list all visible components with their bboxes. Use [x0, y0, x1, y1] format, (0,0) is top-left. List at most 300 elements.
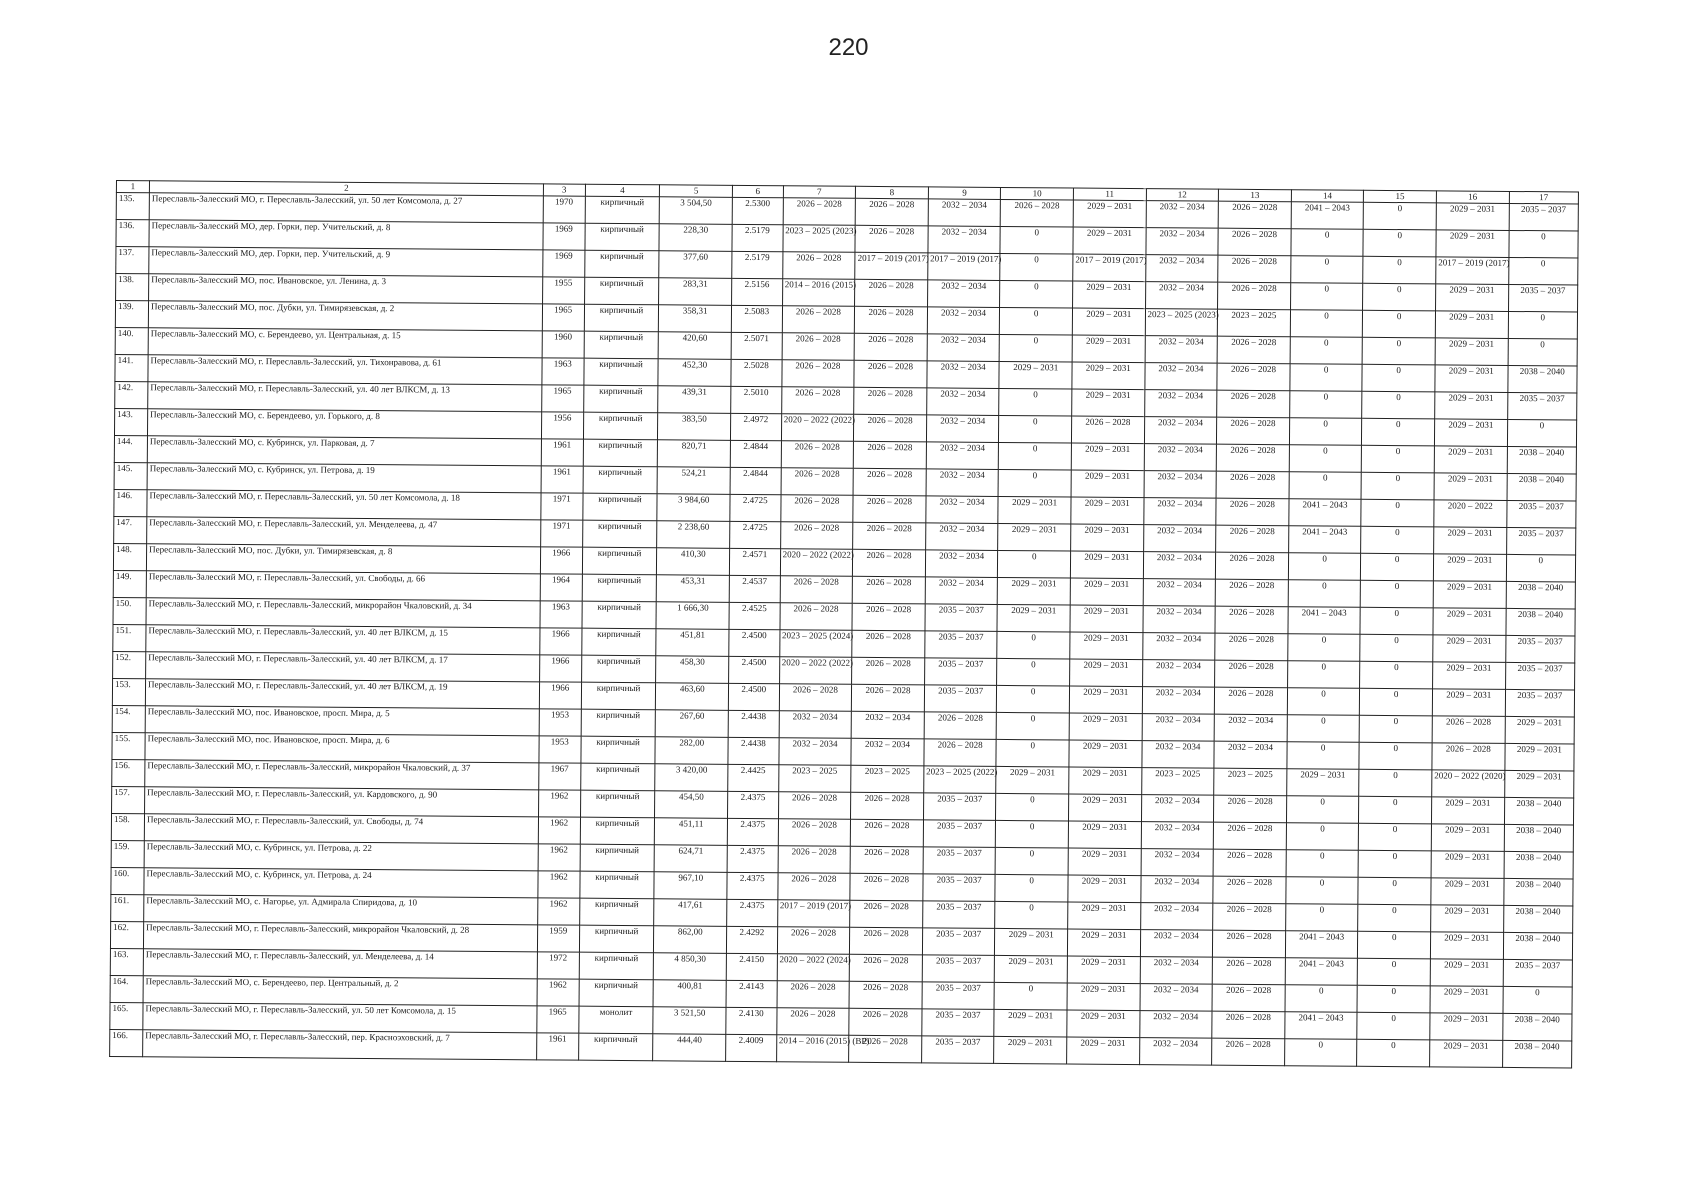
table-cell: 2029 – 2031: [1435, 284, 1508, 312]
table-cell: 2035 – 2037: [1506, 500, 1576, 528]
table-cell: 1953: [539, 709, 581, 736]
table-cell: 1966: [540, 628, 582, 655]
table-cell: 2026 – 2028: [850, 873, 923, 901]
table-cell: 2026 – 2028: [852, 684, 925, 712]
table-cell: 1960: [542, 331, 584, 358]
table-cell: кирпичный: [579, 898, 654, 926]
table-cell: 2029 – 2031: [1436, 203, 1509, 231]
table-cell: 2029 – 2031: [1068, 821, 1141, 849]
table-cell: 2026 – 2028: [1213, 876, 1286, 904]
table-cell: 2.4725: [730, 521, 781, 548]
table-cell: 2023 – 2025 (2024): [779, 630, 852, 658]
table-cell: 0: [1361, 499, 1434, 527]
table-cell: 2.5179: [732, 224, 783, 251]
table-cell: кирпичный: [584, 250, 659, 278]
table-cell: 2038 – 2040: [1503, 905, 1573, 933]
column-header: 17: [1509, 191, 1579, 204]
table-cell: 2029 – 2031: [1069, 713, 1142, 741]
table-cell: 2.4438: [728, 710, 779, 737]
table-cell: 2026 – 2028: [853, 495, 926, 523]
table-cell: 2032 – 2034: [1143, 498, 1216, 526]
table-cell: 2035 – 2037: [1507, 392, 1577, 420]
table-cell: 2032 – 2034: [926, 469, 999, 497]
table-cell: 2026 – 2028: [1214, 795, 1287, 823]
address-cell: Переславль-Залесский МО, г. Переславль-Залесский, ул. 50 лет Комсомола, д. 15: [143, 1003, 537, 1033]
table-cell: 2029 – 2031: [1070, 632, 1143, 660]
table-cell: 2032 – 2034: [1140, 984, 1213, 1012]
table-cell: 2029 – 2031: [1430, 1013, 1503, 1041]
table-cell: 1961: [536, 1033, 578, 1060]
column-header: 15: [1364, 190, 1437, 203]
table-cell: 2029 – 2031: [1431, 824, 1504, 852]
table-cell: 2032 – 2034: [1145, 336, 1218, 364]
table-cell: 2032 – 2034: [928, 226, 1001, 254]
table-cell: 2029 – 2031: [1434, 473, 1507, 501]
table-cell: 0: [1289, 391, 1362, 419]
table-cell: 0: [999, 442, 1072, 470]
table-cell: 0: [1506, 554, 1576, 582]
table-cell: 2026 – 2028: [782, 333, 855, 361]
table-cell: 0: [1286, 823, 1359, 851]
row-number-cell: 161.: [111, 894, 144, 921]
table-cell: кирпичный: [581, 628, 656, 656]
table-cell: 2026 – 2028: [781, 441, 854, 469]
table-cell: 1962: [537, 979, 579, 1006]
table-cell: 0: [1360, 661, 1433, 689]
table-cell: 2026 – 2028: [1212, 1038, 1285, 1066]
table-cell: 2035 – 2037: [922, 901, 995, 929]
table-cell: 0: [1287, 688, 1360, 716]
table-cell: 2.4375: [727, 818, 778, 845]
address-cell: Переславль-Залесский МО, г. Переславль-Залесский, микрорайон Чкаловский, д. 37: [145, 760, 539, 790]
table-cell: 2026 – 2028: [853, 522, 926, 550]
table-cell: 0: [1287, 715, 1360, 743]
table-cell: 0: [1358, 931, 1431, 959]
table-cell: 2026 – 2028: [849, 981, 922, 1009]
table-cell: 2029 – 2031: [1431, 878, 1504, 906]
table-cell: 2.4844: [730, 440, 781, 467]
table-cell: 2029 – 2031: [1072, 389, 1145, 417]
table-cell: 2032 – 2034: [927, 334, 1000, 362]
address-cell: Переславль-Залесский МО, г. Переславль-Залесский, микрорайон Чкаловский, д. 34: [146, 598, 540, 628]
table-cell: 0: [1363, 310, 1436, 338]
table-cell: 2029 – 2031: [1070, 659, 1143, 687]
table-cell: 2032 – 2034: [1146, 228, 1219, 256]
table-cell: 2029 – 2031: [1432, 662, 1505, 690]
table-cell: 2026 – 2028: [855, 225, 928, 253]
table-cell: 2029 – 2031: [998, 577, 1071, 605]
table-cell: 2023 – 2025: [778, 765, 851, 793]
table-cell: 2029 – 2031: [995, 955, 1068, 983]
column-header: 10: [1001, 187, 1074, 200]
table-cell: 2029 – 2031: [1071, 470, 1144, 498]
table-cell: 2035 – 2037: [924, 658, 997, 686]
table-cell: 2026 – 2028: [849, 1008, 922, 1036]
table-cell: 1956: [541, 412, 583, 439]
table-cell: 1966: [539, 682, 581, 709]
table-cell: 2032 – 2034: [1141, 795, 1214, 823]
table-cell: 2.4844: [730, 467, 781, 494]
table-cell: 1961: [541, 466, 583, 493]
address-cell: Переславль-Залесский МО, г. Переславль-Залесский, ул. Тихонравова, д. 61: [148, 355, 542, 385]
table-cell: 2026 – 2028: [1215, 633, 1288, 661]
table-cell: 0: [1361, 580, 1434, 608]
table-cell: 0: [1000, 307, 1073, 335]
address-cell: Переславль-Залесский МО, г. Переславль-Залесский, ул. 40 лет ВЛКСМ, д. 13: [148, 382, 542, 412]
table-cell: 2029 – 2031: [995, 928, 1068, 956]
table-cell: 2.4375: [727, 899, 778, 926]
table-cell: 2.4438: [728, 737, 779, 764]
table-cell: 2032 – 2034: [1143, 552, 1216, 580]
table-cell: 2026 – 2028: [849, 954, 922, 982]
table-cell: 2026 – 2028: [780, 495, 853, 523]
table-cell: 1962: [537, 898, 579, 925]
table-cell: 2.4009: [726, 1034, 777, 1061]
column-header: 3: [543, 184, 585, 196]
address-cell: Переславль-Залесский МО, г. Переславль-Залесский, ул. 50 лет Комсомола, д. 18: [147, 490, 541, 520]
table-cell: 2032 – 2034: [927, 361, 1000, 389]
table-cell: 2029 – 2031: [1434, 419, 1507, 447]
table-cell: 2029 – 2031: [1069, 686, 1142, 714]
column-header: 9: [928, 187, 1001, 200]
row-number-cell: 159.: [111, 840, 144, 867]
table-cell: 2035 – 2037: [1509, 203, 1579, 231]
table-cell: 2026 – 2028: [781, 468, 854, 496]
table-cell: 2032 – 2034: [1144, 363, 1217, 391]
table-cell: 2023 – 2025: [851, 765, 924, 793]
table-cell: 2035 – 2037: [923, 847, 996, 875]
table-cell: 0: [1290, 283, 1363, 311]
row-number-cell: 139.: [115, 301, 148, 328]
table-cell: 2026 – 2028: [1217, 336, 1290, 364]
table-cell: 2032 – 2034: [1214, 741, 1287, 769]
table-cell: 2029 – 2031: [1067, 929, 1140, 957]
table-cell: 0: [1288, 634, 1361, 662]
table-cell: 624,71: [654, 845, 727, 873]
table-cell: 1962: [538, 844, 580, 871]
table-cell: кирпичный: [582, 520, 657, 548]
table-cell: 967,10: [654, 872, 727, 900]
table-cell: 2029 – 2031: [1071, 497, 1144, 525]
table-cell: 0: [1000, 253, 1073, 281]
table-cell: 0: [995, 901, 1068, 929]
table-cell: 0: [1358, 904, 1431, 932]
table-cell: 2026 – 2028: [1216, 552, 1289, 580]
table-cell: 0: [1358, 877, 1431, 905]
table-cell: 2023 – 2025 (2022): [923, 766, 996, 794]
table-cell: 2032 – 2034: [1141, 849, 1214, 877]
table-cell: кирпичный: [584, 331, 659, 359]
table-cell: 2029 – 2031: [998, 496, 1071, 524]
row-number-cell: 155.: [112, 732, 145, 759]
table-cell: 0: [1289, 418, 1362, 446]
address-cell: Переславль-Залесский МО, г. Переславль-Залесский, ул. 40 лет ВЛКСМ, д. 17: [146, 652, 540, 682]
table-cell: 2029 – 2031: [1067, 1037, 1140, 1065]
table-cell: кирпичный: [584, 304, 659, 332]
table-cell: 2026 – 2028: [783, 198, 856, 226]
table-cell: 2038 – 2040: [1507, 446, 1577, 474]
row-number-cell: 160.: [111, 867, 144, 894]
table-cell: 0: [1361, 526, 1434, 554]
table-cell: 377,60: [659, 251, 732, 279]
table-cell: 2035 – 2037: [925, 604, 998, 632]
table-cell: 524,21: [657, 467, 730, 495]
table-cell: 1953: [539, 736, 581, 763]
table-cell: 0: [1359, 796, 1432, 824]
column-header: 2: [149, 181, 543, 196]
table-cell: 0: [997, 631, 1070, 659]
table-cell: 0: [1359, 715, 1432, 743]
row-number-cell: 166.: [110, 1029, 143, 1056]
table-cell: 2035 – 2037: [921, 1036, 994, 1064]
table-cell: 2038 – 2040: [1502, 1040, 1572, 1068]
column-header: 5: [660, 185, 733, 198]
row-number-cell: 137.: [116, 247, 149, 274]
table-cell: 0: [1000, 226, 1073, 254]
row-number-cell: 153.: [112, 678, 145, 705]
table-cell: кирпичный: [580, 763, 655, 791]
table-cell: 2032 – 2034: [1140, 930, 1213, 958]
table-cell: 2032 – 2034: [1141, 741, 1214, 769]
table-cell: 2026 – 2028: [855, 198, 928, 226]
table-cell: 420,60: [659, 332, 732, 360]
table-cell: 2026 – 2028: [853, 468, 926, 496]
table-cell: 0: [997, 685, 1070, 713]
table-cell: 2017 – 2019 (2017): [777, 900, 850, 928]
table-cell: 2017 – 2019 (2017): [855, 252, 928, 280]
table-cell: 1963: [540, 601, 582, 628]
table-cell: 2026 – 2028: [854, 360, 927, 388]
table-cell: 2032 – 2034: [1143, 606, 1216, 634]
table-cell: 2026 – 2028: [1215, 579, 1288, 607]
table-cell: 283,31: [659, 278, 732, 306]
table-cell: 2029 – 2031: [1073, 227, 1146, 255]
table-cell: кирпичный: [584, 277, 659, 305]
table-cell: 2.5300: [732, 197, 783, 224]
table-cell: 2023 – 2025: [1217, 309, 1290, 337]
table-cell: кирпичный: [582, 493, 657, 521]
table-cell: 0: [1508, 257, 1578, 285]
table-cell: 2.4525: [729, 602, 780, 629]
table-cell: 2032 – 2034: [1139, 1011, 1212, 1039]
row-number-cell: 144.: [114, 435, 147, 462]
table-cell: 2 238,60: [657, 521, 730, 549]
table-cell: 2029 – 2031: [1504, 770, 1574, 798]
table-cell: 0: [999, 415, 1072, 443]
column-header: 16: [1436, 191, 1509, 204]
address-cell: Переславль-Залесский МО, г. Переславль-Залесский, микрорайон Чкаловский, д. 28: [143, 922, 537, 952]
table-cell: 0: [1359, 823, 1432, 851]
table-cell: 2.4130: [726, 1007, 777, 1034]
table-cell: 2029 – 2031: [1433, 581, 1506, 609]
table-cell: 3 984,60: [657, 494, 730, 522]
table-cell: 2026 – 2028: [1071, 416, 1144, 444]
table-cell: 2026 – 2028: [780, 603, 853, 631]
table-cell: 2026 – 2028: [1217, 417, 1290, 445]
table-cell: 2026 – 2028: [782, 252, 855, 280]
table-cell: 2038 – 2040: [1505, 608, 1575, 636]
table-cell: 2038 – 2040: [1507, 365, 1577, 393]
table-cell: 0: [999, 388, 1072, 416]
table-cell: 2026 – 2028: [777, 927, 850, 955]
table-cell: 0: [1362, 445, 1435, 473]
address-cell: Переславль-Залесский МО, г. Переславль-Залесский, пер. Красноэховский, д. 7: [143, 1030, 537, 1060]
table-cell: 0: [996, 793, 1069, 821]
table-cell: 2020 – 2022 (2020): [1432, 770, 1505, 798]
column-header: 14: [1291, 190, 1364, 203]
table-cell: 0: [1507, 419, 1577, 447]
table-cell: кирпичный: [579, 952, 654, 980]
column-header: 8: [856, 186, 929, 199]
table-cell: 1965: [537, 1006, 579, 1033]
table-cell: 0: [1290, 310, 1363, 338]
table-cell: 0: [1000, 280, 1073, 308]
table-cell: кирпичный: [579, 925, 654, 953]
table-cell: 2.4725: [730, 494, 781, 521]
table-cell: 1963: [542, 358, 584, 385]
table-cell: 453,31: [657, 575, 730, 603]
row-number-cell: 146.: [114, 489, 147, 516]
address-cell: Переславль-Залесский МО, г. Переславль-Залесский, ул. Менделеева, д. 47: [147, 517, 541, 547]
table-cell: 2020 – 2022 (2024): [777, 954, 850, 982]
table-cell: 2041 – 2043: [1285, 931, 1358, 959]
table-cell: 2017 – 2019 (2017): [1436, 257, 1509, 285]
table-cell: 2029 – 2031: [1431, 905, 1504, 933]
table-cell: кирпичный: [585, 196, 660, 224]
table-cell: 2032 – 2034: [1143, 525, 1216, 553]
table-cell: кирпичный: [579, 871, 654, 899]
row-number-cell: 162.: [110, 921, 143, 948]
table-cell: 2029 – 2031: [1430, 932, 1503, 960]
table-cell: 2020 – 2022 (2022): [779, 657, 852, 685]
row-number-cell: 141.: [115, 354, 148, 381]
table-cell: 2026 – 2028: [850, 900, 923, 928]
table-cell: 1 666,30: [656, 602, 729, 630]
table-cell: 1969: [543, 223, 585, 250]
table-cell: 1972: [537, 952, 579, 979]
table-cell: 2029 – 2031: [1433, 608, 1506, 636]
table-cell: кирпичный: [582, 601, 657, 629]
table-cell: 0: [995, 874, 1068, 902]
table-cell: 2035 – 2037: [1505, 689, 1575, 717]
table-cell: 2026 – 2028: [1432, 716, 1505, 744]
address-cell: Переславль-Залесский МО, с. Кубринск, ул. Петрова, д. 22: [144, 841, 538, 871]
address-cell: Переславль-Залесский МО, дер. Горки, пер. Учительский, д. 8: [149, 220, 543, 250]
table-cell: 0: [1287, 661, 1360, 689]
row-number-cell: 163.: [110, 948, 143, 975]
table-cell: 2032 – 2034: [927, 280, 1000, 308]
table-cell: 2026 – 2028: [780, 522, 853, 550]
table-cell: 2020 – 2022 (2022): [780, 549, 853, 577]
table-cell: 2026 – 2028: [1213, 849, 1286, 877]
table-cell: 1966: [539, 655, 581, 682]
table-cell: 2032 – 2034: [1144, 444, 1217, 472]
table-cell: 358,31: [659, 305, 732, 333]
table-cell: 2032 – 2034: [779, 738, 852, 766]
table-cell: 2041 – 2043: [1285, 958, 1358, 986]
table-cell: 2032 – 2034: [1214, 714, 1287, 742]
table-cell: 2.4972: [730, 413, 781, 440]
table-cell: 2032 – 2034: [1140, 957, 1213, 985]
table-cell: 2026 – 2028: [1217, 390, 1290, 418]
table-cell: 0: [1359, 769, 1432, 797]
table-cell: 0: [1508, 311, 1578, 339]
address-cell: Переславль-Залесский МО, пос. Ивановское, ул. Ленина, д. 3: [149, 274, 543, 304]
table-cell: 2026 – 2028: [776, 1008, 849, 1036]
table-cell: 417,61: [654, 899, 727, 927]
table-cell: 2029 – 2031: [1070, 605, 1143, 633]
table-cell: 2038 – 2040: [1502, 1013, 1572, 1041]
table-cell: 0: [1357, 985, 1430, 1013]
table-cell: 2032 – 2034: [1140, 903, 1213, 931]
table-cell: 451,11: [655, 818, 728, 846]
row-number-cell: 143.: [114, 408, 147, 435]
table-cell: 2038 – 2040: [1507, 473, 1577, 501]
table-cell: 2029 – 2031: [994, 1036, 1067, 1064]
table-cell: 2029 – 2031: [1430, 986, 1503, 1014]
table-cell: 2.4500: [728, 683, 779, 710]
table-cell: 2029 – 2031: [1435, 311, 1508, 339]
table-cell: 2029 – 2031: [1435, 365, 1508, 393]
row-number-cell: 140.: [115, 327, 148, 354]
row-number-cell: 152.: [113, 651, 146, 678]
table-cell: 2026 – 2028: [1213, 822, 1286, 850]
table-cell: 0: [1503, 986, 1573, 1014]
table-cell: 0: [1290, 364, 1363, 392]
table-cell: 2.4150: [726, 953, 777, 980]
table-cell: 2035 – 2037: [922, 955, 995, 983]
row-number-cell: 136.: [116, 220, 149, 247]
table-cell: 2035 – 2037: [1508, 284, 1578, 312]
column-header: 7: [783, 186, 856, 199]
address-cell: Переславль-Залесский МО, с. Берендеево, пер. Центральный, д. 2: [143, 976, 537, 1006]
table-cell: 2029 – 2031: [1430, 959, 1503, 987]
table-cell: 2032 – 2034: [926, 442, 999, 470]
table-cell: 2032 – 2034: [1145, 255, 1218, 283]
table-cell: 2.4425: [728, 764, 779, 791]
table-cell: 451,81: [656, 629, 729, 657]
table-cell: 2026 – 2028: [1216, 471, 1289, 499]
row-number-cell: 151.: [113, 624, 146, 651]
table-cell: 2.5010: [731, 386, 782, 413]
table-cell: 0: [1291, 229, 1364, 257]
table-cell: 2.4292: [726, 926, 777, 953]
table-cell: 0: [996, 820, 1069, 848]
row-number-cell: 142.: [115, 381, 148, 408]
table-cell: 2029 – 2031: [1431, 797, 1504, 825]
table-cell: 2035 – 2037: [922, 1009, 995, 1037]
table-cell: 2032 – 2034: [1139, 1038, 1212, 1066]
table-cell: 2029 – 2031: [1068, 848, 1141, 876]
table-cell: кирпичный: [580, 817, 655, 845]
table-cell: 2029 – 2031: [1431, 851, 1504, 879]
table-cell: 0: [997, 658, 1070, 686]
row-number-cell: 148.: [113, 543, 146, 570]
table-cell: 2032 – 2034: [1142, 633, 1215, 661]
table-cell: 400,81: [653, 980, 726, 1008]
table-cell: 2032 – 2034: [925, 550, 998, 578]
table-cell: 1959: [537, 925, 579, 952]
row-number-cell: 147.: [114, 516, 147, 543]
address-cell: Переславль-Залесский МО, г. Переславль-Залесский, ул. Свободы, д. 66: [146, 571, 540, 601]
table-cell: 2029 – 2031: [1434, 527, 1507, 555]
table-cell: кирпичный: [578, 1033, 653, 1061]
table-cell: 458,30: [656, 656, 729, 684]
table-cell: 2032 – 2034: [1144, 471, 1217, 499]
table-cell: 2026 – 2028: [850, 846, 923, 874]
table-cell: 2.4375: [727, 845, 778, 872]
table-cell: 2029 – 2031: [1072, 308, 1145, 336]
